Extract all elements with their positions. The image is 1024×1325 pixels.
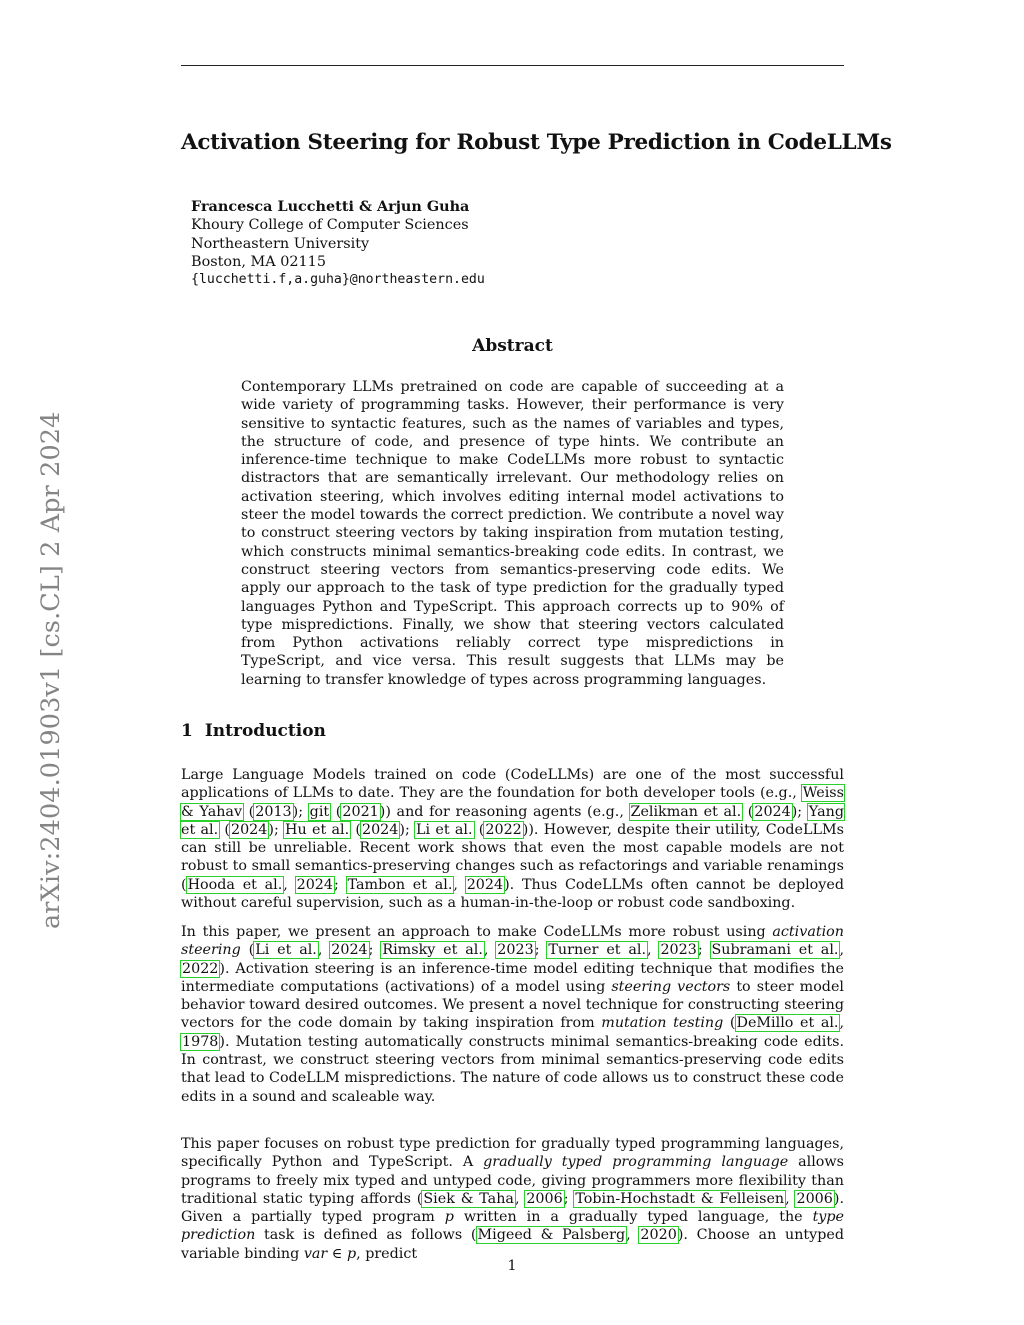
paper-title: Activation Steering for Robust Type Prediction in CodeLLMs [181, 130, 892, 155]
citation-link[interactable]: Li et al. [255, 942, 317, 959]
citation-link[interactable]: 2024 [230, 821, 268, 838]
citation-link[interactable]: DeMillo et al. [736, 1015, 839, 1032]
author-email: {lucchetti.f,a.guha}@northeastern.edu [191, 272, 485, 288]
citation-link[interactable]: 2024 [331, 942, 368, 959]
citation-link[interactable]: 2024 [466, 876, 504, 893]
citation-link[interactable]: 2022 [182, 960, 219, 977]
citation-link[interactable]: 2023 [497, 942, 534, 959]
intro-paragraph-3: This paper focuses on robust type prediction for gradually typed programming languages, specifically Python and TypeScript. A gradually typed programming language allows programs to freely mix typed and untyped code, giving programmers more flexibility than traditional static typing affords (Siek & Taha, 2006; Tobin-Hochstadt & Felleisen, 2006). Given a partially typed program p written in a gradually typed language, the type prediction task is defined as follows (Migeed & Palsberg, 2020). Choose an untyped variable binding var ∈ p, predict [181, 1136, 845, 1262]
citation-link[interactable]: Turner et al. [548, 942, 647, 959]
citation-link[interactable]: 2020 [640, 1227, 677, 1244]
citation-link[interactable]: 2022 [485, 821, 522, 838]
citation-link[interactable]: 2013 [255, 803, 292, 820]
author-affiliation: Khoury College of Computer Sciences [191, 217, 469, 234]
citation-link[interactable]: Hooda et al. [187, 876, 283, 893]
citation-link[interactable]: Migeed & Palsberg [477, 1227, 626, 1244]
intro-paragraph-1: Large Language Models trained on code (CodeLLMs) are one of the most successful applications of LLMs to date. They are the foundation for both developer tools (e.g., Weiss & Yahav (2013); git (2021)) and for reasoning agents (e.g., Zelikman et al. (2024); Yang et al. (2024); Hu et al. (2024); Li et al. (2022)). However, despite their utility, CodeLLMs can still be unreliable. Recent work shows that even the most capable models are not robust to small semantics-preserving changes such as refactorings and variable renamings (Hooda et al., 2024; Tambon et al., 2024). Thus CodeLLMs often cannot be deployed without careful supervision, such as a human-in-the-loop or robust code sandboxing. [181, 767, 844, 912]
citation-link[interactable]: Siek & Taha [423, 1190, 514, 1207]
citation-link[interactable]: Subramani et al. [711, 942, 839, 959]
citation-link[interactable]: git [309, 803, 330, 820]
citation-link[interactable]: Weiss & Yahav [181, 785, 844, 820]
citation-link[interactable]: Yang et al. [181, 803, 844, 838]
citation-link[interactable]: 2006 [526, 1190, 563, 1207]
top-rule [181, 65, 844, 66]
citation-link[interactable]: Tobin-Hochstadt & Felleisen [575, 1190, 785, 1207]
intro-paragraph-2: In this paper, we present an approach to make CodeLLMs more robust using activation steering (Li et al., 2024; Rimsky et al., 2023; Turner et al., 2023; Subramani et al., 2022). Activation steering is an inference-time model editing technique that modifies the intermediate computations (activations) of a model using steering vectors to steer model behavior toward desired outcomes. We present a novel technique for constructing steering vectors for the code domain by taking inspiration from mutation testing (DeMillo et al., 1978). Mutation testing automatically constructs minimal semantics-breaking code edits. In contrast, we construct steering vectors from minimal semantics-preserving code edits that lead to CodeLLM mispredictions. The nature of code allows us to construct these code edits in a sound and scaleable way. [181, 924, 845, 1105]
page-number: 1 [507, 1258, 517, 1274]
section-title: Introduction [204, 721, 326, 741]
author-university: Northeastern University [191, 235, 370, 252]
citation-link[interactable]: 2024 [361, 821, 399, 838]
citation-link[interactable]: 2024 [754, 803, 791, 820]
citation-link[interactable]: Hu et al. [285, 821, 350, 838]
section-heading [181, 721, 326, 741]
citation-link[interactable]: Tambon et al. [347, 876, 453, 893]
abstract-heading: Abstract [472, 336, 553, 356]
author-names: Francesca Lucchetti & Arjun Guha [191, 198, 470, 215]
arxiv-identifier: arXiv:2404.01903v1 [cs.CL] 2 Apr 2024 [36, 411, 66, 929]
abstract-text: Contemporary LLMs pretrained on code are capable of succeeding at a wide variety of programming tasks. However, their performance is very sensitive to syntactic features, such as the names of variables and types, the structure of code, and presence of type hints. We contribute an inference-time technique to make CodeLLMs more robust to syntactic distractors that are semantically irrelevant. Our methodology relies on activation steering, which involves editing internal model activations to steer the model towards the correct prediction. We contribute a novel way to construct steering vectors by taking inspiration from mutation testing, which constructs minimal semantics-breaking code edits. In contrast, we construct steering vectors from semantics-preserving code edits. We apply our approach to the task of type prediction for the gradually typed languages Python and TypeScript. This approach corrects up to 90% of type mispredictions. Finally, we show that steering vectors calculated from Python activations reliably correct type mispredictions in TypeScript, and vice versa. This result suggests that LLMs may be learning to transfer knowledge of types across programming languages. [241, 379, 784, 688]
section-number: 1 [181, 721, 193, 741]
citation-link[interactable]: Rimsky et al. [382, 942, 483, 959]
citation-link[interactable]: Li et al. [416, 821, 473, 838]
citation-link[interactable]: 1978 [182, 1033, 219, 1050]
citation-link[interactable]: Zelikman et al. [630, 803, 742, 820]
citation-link[interactable]: 2023 [660, 942, 697, 959]
citation-link[interactable]: 2024 [296, 876, 333, 893]
citation-link[interactable]: 2006 [796, 1190, 833, 1207]
author-block [191, 198, 485, 289]
author-location: Boston, MA 02115 [191, 253, 326, 270]
citation-link[interactable]: 2021 [342, 803, 379, 820]
